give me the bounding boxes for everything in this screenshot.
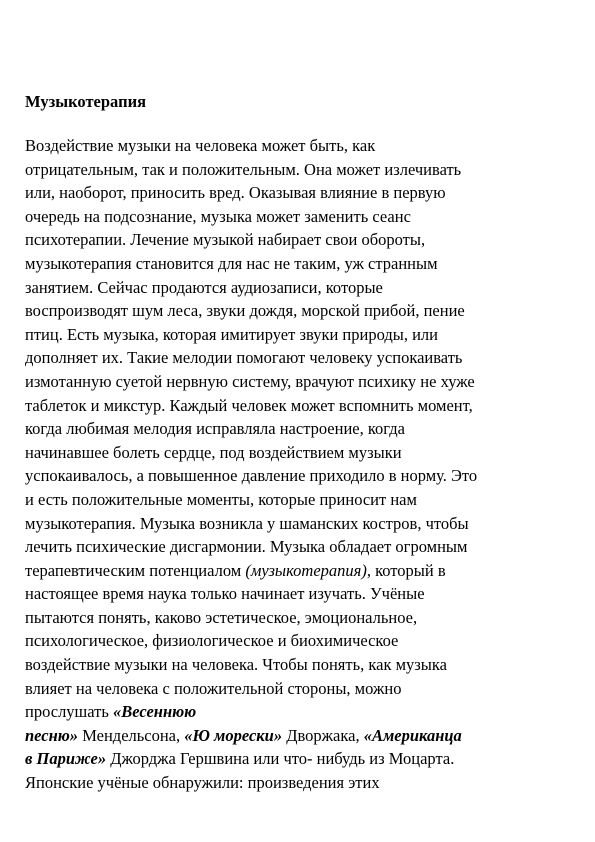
text-line bbox=[25, 747, 580, 771]
text-run: воздействие музыки на человека. Чтобы понять, как музыка bbox=[25, 655, 447, 675]
text-line bbox=[25, 724, 580, 748]
text-run: влияет на человека с положительной стороны, можно bbox=[25, 678, 402, 698]
text-line bbox=[25, 158, 580, 182]
text-line bbox=[25, 559, 580, 583]
text-run: музыкотерапия становится для нас не таким, уж странным bbox=[25, 253, 438, 273]
text-run: когда любимая мелодия исправляла настроение, когда bbox=[25, 419, 405, 439]
emphasized-text: «Весеннюю bbox=[113, 702, 197, 722]
text-line bbox=[25, 134, 580, 158]
text-line bbox=[25, 346, 580, 370]
text-line bbox=[25, 700, 580, 724]
text-run: отрицательным, так и положительным. Она может излечивать bbox=[25, 159, 462, 179]
text-run: птиц. Есть музыка, которая имитирует звуки природы, или bbox=[25, 324, 438, 344]
emphasized-text: (музыкотерапия) bbox=[245, 560, 367, 580]
text-line bbox=[25, 417, 580, 441]
text-run: измотанную суетой нервную систему, врачуют психику не хуже bbox=[25, 371, 475, 391]
text-run: Дворжака, bbox=[282, 725, 364, 745]
text-run: , который в bbox=[366, 560, 446, 580]
text-line bbox=[25, 582, 580, 606]
text-run: Джорджа Гершвина или что- нибудь из Моцарта. bbox=[106, 749, 455, 769]
text-run: таблеток и микстур. Каждый человек может вспомнить момент, bbox=[25, 395, 473, 415]
text-line bbox=[25, 394, 580, 418]
text-line bbox=[25, 464, 580, 488]
text-run: музыкотерапия. Музыка возникла у шаманских костров, чтобы bbox=[25, 513, 469, 533]
emphasized-text: в Париже» bbox=[25, 749, 107, 769]
text-run: очередь на подсознание, музыка может заменить сеанс bbox=[25, 206, 411, 226]
text-line bbox=[25, 441, 580, 465]
text-run: терапевтическим потенциалом bbox=[25, 560, 246, 580]
text-line bbox=[25, 535, 580, 559]
text-run: занятием. Сейчас продаются аудиозаписи, которые bbox=[25, 277, 383, 297]
text-line bbox=[25, 677, 580, 701]
text-line bbox=[25, 512, 580, 536]
text-line bbox=[25, 488, 580, 512]
text-line bbox=[25, 252, 580, 276]
text-run: психотерапии. Лечение музыкой набирает свои обороты, bbox=[25, 230, 426, 250]
document-body bbox=[25, 134, 580, 795]
emphasized-text: «Американца bbox=[363, 725, 462, 745]
emphasized-text: песню» bbox=[25, 725, 79, 745]
text-line bbox=[25, 323, 580, 347]
text-run: Мендельсона, bbox=[78, 725, 185, 745]
text-line bbox=[25, 228, 580, 252]
emphasized-text: «Ю морески» bbox=[184, 725, 283, 745]
text-run: пытаются понять, каково эстетическое, эмоциональное, bbox=[25, 607, 418, 627]
text-line bbox=[25, 370, 580, 394]
text-line bbox=[25, 629, 580, 653]
text-run: Воздействие музыки на человека может быть, как bbox=[25, 136, 376, 155]
document-title: Музыкотерапия bbox=[25, 92, 147, 111]
text-run: или, наоборот, приносить вред. Оказывая влияние в первую bbox=[25, 183, 446, 203]
text-run: дополняет их. Такие мелодии помогают человеку успокаивать bbox=[25, 348, 463, 368]
text-line bbox=[25, 653, 580, 677]
text-run: прослушать bbox=[25, 702, 114, 722]
text-run: Японские учёные обнаружили: произведения этих bbox=[25, 773, 380, 793]
text-line bbox=[25, 606, 580, 630]
text-run: лечить психические дисгармонии. Музыка обладает огромным bbox=[25, 537, 468, 557]
text-line bbox=[25, 771, 580, 795]
text-line bbox=[25, 299, 580, 323]
text-line bbox=[25, 205, 580, 229]
text-line bbox=[25, 276, 580, 300]
text-run: настоящее время наука только начинает изучать. Учёные bbox=[25, 584, 425, 604]
text-run: воспроизводят шум леса, звуки дождя, морской прибой, пение bbox=[25, 301, 465, 321]
text-run: психологическое, физиологическое и биохимическое bbox=[25, 631, 399, 651]
text-line bbox=[25, 181, 580, 205]
text-run: начинавшее болеть сердце, под воздействием музыки bbox=[25, 442, 402, 462]
text-run: и есть положительные моменты, которые приносит нам bbox=[25, 489, 417, 509]
text-run: успокаивалось, а повышенное давление приходило в норму. Это bbox=[25, 466, 478, 486]
